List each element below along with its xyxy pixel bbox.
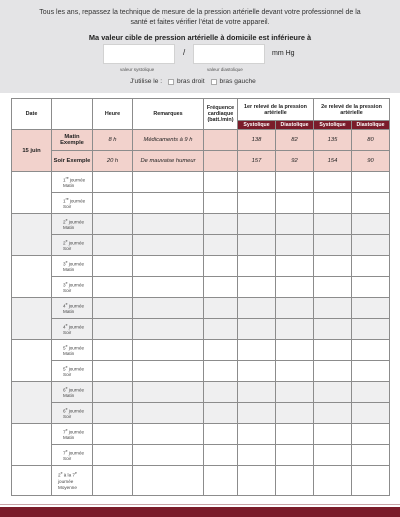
- arm-selector: [130, 78, 256, 85]
- slot-header: [52, 99, 93, 130]
- entry-d2-cell[interactable]: [352, 382, 390, 403]
- systolic-target-field[interactable]: [103, 44, 175, 64]
- example-morning-d2: 80: [352, 130, 390, 151]
- entry-d1-cell[interactable]: [276, 277, 314, 298]
- entry-d2-cell[interactable]: [352, 403, 390, 424]
- entry-s2-cell[interactable]: [314, 235, 352, 256]
- entry-d1-cell[interactable]: [276, 466, 314, 496]
- entry-s1-cell[interactable]: [238, 403, 276, 424]
- entry-d1-cell[interactable]: [276, 235, 314, 256]
- entry-d2-cell[interactable]: [352, 277, 390, 298]
- right-arm-checkbox[interactable]: [168, 79, 174, 85]
- example-morning-s2: 135: [314, 130, 352, 151]
- entry-remarks-cell[interactable]: [133, 235, 204, 256]
- entry-s1-cell[interactable]: [238, 424, 276, 445]
- systolic-1-header: Systolique: [238, 121, 276, 130]
- entry-s1-cell[interactable]: [238, 445, 276, 466]
- day-slot-label: 7e journée Soir: [52, 445, 93, 466]
- entry-s2-cell[interactable]: [314, 277, 352, 298]
- day-2-evening-row: [12, 235, 390, 256]
- instructions-panel: [0, 0, 400, 93]
- entry-d1-cell[interactable]: [276, 424, 314, 445]
- entry-s2-cell[interactable]: [314, 466, 352, 496]
- entry-time-cell[interactable]: [93, 256, 133, 277]
- example-row-morning: [12, 130, 390, 151]
- entry-d2-cell[interactable]: [352, 193, 390, 214]
- day-slot-label: 5e journée Matin: [52, 340, 93, 361]
- day-7-evening-row: [12, 445, 390, 466]
- example-evening-time: 20 h: [93, 151, 133, 172]
- average-label: 2e à la 7e journée Moyenne: [52, 466, 93, 496]
- time-header: Heure: [93, 99, 133, 130]
- entry-s1-cell[interactable]: [238, 214, 276, 235]
- entry-time-cell[interactable]: [93, 172, 133, 193]
- entry-s2-cell[interactable]: [314, 298, 352, 319]
- entry-d2-cell[interactable]: [352, 361, 390, 382]
- diastolic-1-header: Diastolique: [276, 121, 314, 130]
- entry-s2-cell[interactable]: [314, 340, 352, 361]
- example-evening-s1: 157: [238, 151, 276, 172]
- entry-s1-cell[interactable]: [238, 277, 276, 298]
- day-slot-label: 6e journée Matin: [52, 382, 93, 403]
- entry-remarks-cell[interactable]: [133, 424, 204, 445]
- entry-remarks-cell[interactable]: [133, 193, 204, 214]
- example-evening-heart: [204, 151, 238, 172]
- day-slot-label: 6e journée Soir: [52, 403, 93, 424]
- entry-time-cell[interactable]: [93, 424, 133, 445]
- day-3-evening-row: [12, 277, 390, 298]
- entry-d1-cell[interactable]: [276, 214, 314, 235]
- entry-s1-cell[interactable]: [238, 466, 276, 496]
- entry-remarks-cell[interactable]: [133, 382, 204, 403]
- entry-s2-cell[interactable]: [314, 382, 352, 403]
- entry-remarks-cell[interactable]: [133, 172, 204, 193]
- entry-heart-cell[interactable]: [204, 256, 238, 277]
- example-morning-heart: [204, 130, 238, 151]
- target-title: Ma valeur cible de pression artérielle à domicile est inférieure à: [88, 33, 312, 42]
- entry-remarks-cell[interactable]: [133, 361, 204, 382]
- day-3-morning-row: [12, 256, 390, 277]
- bp-log-table: [11, 98, 390, 496]
- entry-s2-cell[interactable]: [314, 403, 352, 424]
- entry-d1-cell[interactable]: [276, 298, 314, 319]
- example-evening-s2: 154: [314, 151, 352, 172]
- reading-1-header: 1er relevé de la pression artérielle: [238, 99, 314, 121]
- right-arm-label: bras droit: [177, 78, 205, 85]
- entry-time-cell[interactable]: [93, 403, 133, 424]
- entry-heart-cell[interactable]: [204, 235, 238, 256]
- entry-s2-cell[interactable]: [314, 424, 352, 445]
- day-slot-label: 2e journée Matin: [52, 214, 93, 235]
- example-row-evening: [12, 151, 390, 172]
- diastolic-2-header: Diastolique: [352, 121, 390, 130]
- day-6-evening-row: [12, 403, 390, 424]
- footer-divider: [0, 504, 400, 505]
- entry-s2-cell[interactable]: [314, 319, 352, 340]
- day-slot-label: 7e journée Matin: [52, 424, 93, 445]
- entry-time-cell[interactable]: [93, 193, 133, 214]
- average-row: [12, 466, 390, 496]
- entry-d1-cell[interactable]: [276, 361, 314, 382]
- entry-remarks-cell[interactable]: [133, 214, 204, 235]
- entry-s1-cell[interactable]: [238, 172, 276, 193]
- entry-remarks-cell[interactable]: [133, 256, 204, 277]
- example-morning-s1: 138: [238, 130, 276, 151]
- day-slot-label: 4e journée Matin: [52, 298, 93, 319]
- entry-s2-cell[interactable]: [314, 172, 352, 193]
- entry-d1-cell[interactable]: [276, 193, 314, 214]
- entry-heart-cell[interactable]: [204, 403, 238, 424]
- entry-s1-cell[interactable]: [238, 256, 276, 277]
- slash-separator: /: [183, 48, 186, 57]
- entry-heart-cell[interactable]: [204, 340, 238, 361]
- date-header: Date: [12, 99, 52, 130]
- entry-heart-cell[interactable]: [204, 424, 238, 445]
- entry-s1-cell[interactable]: [238, 319, 276, 340]
- entry-heart-cell[interactable]: [204, 382, 238, 403]
- entry-heart-cell[interactable]: [204, 214, 238, 235]
- day-slot-label: 3e journée Soir: [52, 277, 93, 298]
- entry-d1-cell[interactable]: [276, 319, 314, 340]
- entry-time-cell[interactable]: [93, 298, 133, 319]
- example-morning-remark: Médicaments à 9 h: [133, 130, 204, 151]
- date-cell[interactable]: [12, 214, 52, 256]
- entry-d1-cell[interactable]: [276, 382, 314, 403]
- day-5-evening-row: [12, 361, 390, 382]
- entry-time-cell[interactable]: [93, 445, 133, 466]
- date-cell[interactable]: [12, 340, 52, 382]
- entry-d2-cell[interactable]: [352, 466, 390, 496]
- entry-time-cell[interactable]: [93, 277, 133, 298]
- entry-s2-cell[interactable]: [314, 361, 352, 382]
- entry-heart-cell[interactable]: [204, 172, 238, 193]
- day-1-evening-row: [12, 193, 390, 214]
- day-1-morning-row: [12, 172, 390, 193]
- entry-heart-cell[interactable]: [204, 445, 238, 466]
- entry-d2-cell[interactable]: [352, 424, 390, 445]
- date-cell[interactable]: [12, 466, 52, 496]
- example-morning-slot: Matin Exemple: [52, 130, 93, 151]
- entry-s1-cell[interactable]: [238, 340, 276, 361]
- example-evening-remark: De mauvaise humeur: [133, 151, 204, 172]
- entry-time-cell[interactable]: [93, 361, 133, 382]
- unit-label: mm Hg: [272, 50, 295, 57]
- entry-time-cell[interactable]: [93, 466, 133, 496]
- entry-remarks-cell[interactable]: [133, 445, 204, 466]
- entry-remarks-cell[interactable]: [133, 319, 204, 340]
- date-cell[interactable]: [12, 382, 52, 424]
- remarks-header: Remarques: [133, 99, 204, 130]
- entry-s1-cell[interactable]: [238, 193, 276, 214]
- entry-s1-cell[interactable]: [238, 382, 276, 403]
- entry-time-cell[interactable]: [93, 382, 133, 403]
- diastolic-target-field[interactable]: [193, 44, 265, 64]
- entry-s1-cell[interactable]: [238, 298, 276, 319]
- diastolic-sublabel: valeur diastolique: [207, 67, 243, 72]
- day-slot-label: 1re journée Matin: [52, 172, 93, 193]
- entry-heart-cell[interactable]: [204, 277, 238, 298]
- entry-s2-cell[interactable]: [314, 214, 352, 235]
- entry-remarks-cell[interactable]: [133, 277, 204, 298]
- entry-time-cell[interactable]: [93, 235, 133, 256]
- entry-heart-cell[interactable]: [204, 361, 238, 382]
- entry-d2-cell[interactable]: [352, 319, 390, 340]
- entry-d2-cell[interactable]: [352, 256, 390, 277]
- day-2-morning-row: [12, 214, 390, 235]
- entry-heart-cell[interactable]: [204, 466, 238, 496]
- entry-remarks-cell[interactable]: [133, 340, 204, 361]
- day-4-evening-row: [12, 319, 390, 340]
- example-morning-time: 8 h: [93, 130, 133, 151]
- day-slot-label: 4e journée Soir: [52, 319, 93, 340]
- example-morning-d1: 82: [276, 130, 314, 151]
- date-cell[interactable]: [12, 256, 52, 298]
- date-cell[interactable]: [12, 298, 52, 340]
- entry-heart-cell[interactable]: [204, 193, 238, 214]
- footer-bar: [0, 507, 400, 517]
- entry-remarks-cell[interactable]: [133, 466, 204, 496]
- entry-d2-cell[interactable]: [352, 235, 390, 256]
- date-cell[interactable]: [12, 424, 52, 466]
- entry-remarks-cell[interactable]: [133, 403, 204, 424]
- entry-d1-cell[interactable]: [276, 340, 314, 361]
- reading-2-header: 2e relevé de la pression artérielle: [314, 99, 390, 121]
- day-slot-label: 3e journée Matin: [52, 256, 93, 277]
- entry-d2-cell[interactable]: [352, 298, 390, 319]
- example-evening-d1: 92: [276, 151, 314, 172]
- entry-d2-cell[interactable]: [352, 172, 390, 193]
- entry-d1-cell[interactable]: [276, 172, 314, 193]
- example-date: 15 juin: [12, 130, 52, 172]
- day-slot-label: 1re journée Soir: [52, 193, 93, 214]
- arm-label: J'utilise le :: [130, 78, 163, 85]
- systolic-sublabel: valeur systolique: [120, 67, 155, 72]
- day-6-morning-row: [12, 382, 390, 403]
- entry-d1-cell[interactable]: [276, 256, 314, 277]
- entry-heart-cell[interactable]: [204, 319, 238, 340]
- example-evening-slot: Soir Exemple: [52, 151, 93, 172]
- day-slot-label: 5e journée Soir: [52, 361, 93, 382]
- intro-text: Tous les ans, repassez la technique de mesure de la pression artérielle devant votre professionnel de la santé et faites vérifier l'état de votre appareil.: [39, 9, 361, 26]
- entry-time-cell[interactable]: [93, 214, 133, 235]
- entry-d2-cell[interactable]: [352, 340, 390, 361]
- entry-remarks-cell[interactable]: [133, 298, 204, 319]
- day-5-morning-row: [12, 340, 390, 361]
- entry-heart-cell[interactable]: [204, 298, 238, 319]
- systolic-2-header: Systolique: [314, 121, 352, 130]
- entry-d2-cell[interactable]: [352, 214, 390, 235]
- entry-d2-cell[interactable]: [352, 445, 390, 466]
- entry-s2-cell[interactable]: [314, 445, 352, 466]
- day-7-morning-row: [12, 424, 390, 445]
- entry-time-cell[interactable]: [93, 340, 133, 361]
- entry-s2-cell[interactable]: [314, 256, 352, 277]
- entry-d1-cell[interactable]: [276, 403, 314, 424]
- entry-s1-cell[interactable]: [238, 235, 276, 256]
- left-arm-label: bras gauche: [219, 78, 256, 85]
- example-evening-d2: 90: [352, 151, 390, 172]
- entry-s1-cell[interactable]: [238, 361, 276, 382]
- left-arm-checkbox[interactable]: [211, 79, 217, 85]
- entry-s2-cell[interactable]: [314, 193, 352, 214]
- day-slot-label: 2e journée Soir: [52, 235, 93, 256]
- date-cell[interactable]: [12, 172, 52, 214]
- heart-rate-header: Fréquence cardiaque (batt./min): [204, 99, 238, 130]
- day-4-morning-row: [12, 298, 390, 319]
- entry-d1-cell[interactable]: [276, 445, 314, 466]
- entry-time-cell[interactable]: [93, 319, 133, 340]
